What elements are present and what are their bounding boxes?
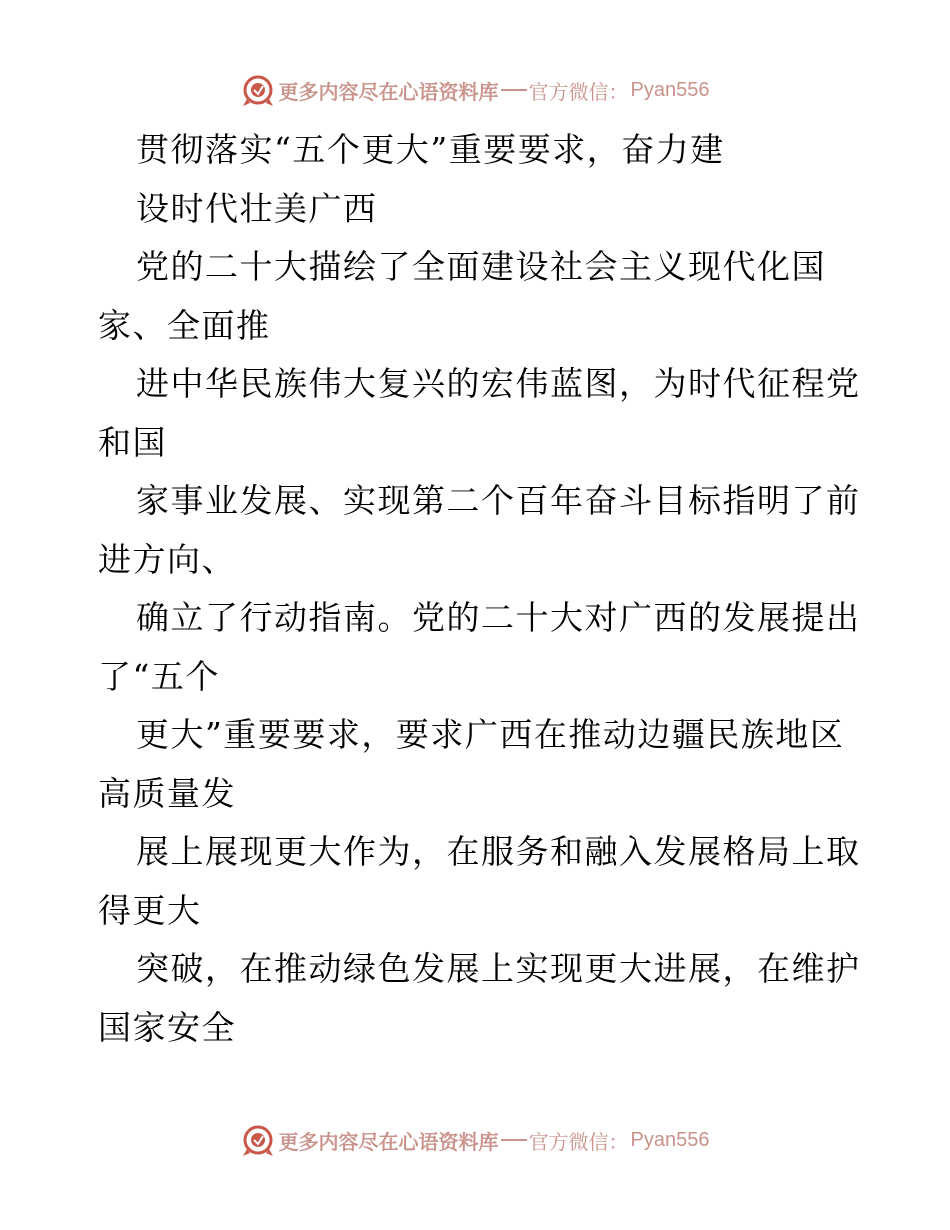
watermark-contact-label: 官方微信： xyxy=(528,1129,629,1154)
watermark-slogan: 更多内容尽在心语资料库 xyxy=(278,79,499,104)
watermark-contact-label: 官方微信： xyxy=(528,79,629,104)
document-body xyxy=(98,121,861,1057)
paragraph-line: 确立了行动指南。党的二十大对广西的发展提出 xyxy=(136,598,861,637)
header-watermark xyxy=(0,70,950,110)
watermark-slogan: 更多内容尽在心语资料库 xyxy=(278,1129,499,1154)
ribbon-seal-icon xyxy=(241,73,275,107)
watermark-contact-value: Pyan556 xyxy=(630,78,710,101)
watermark-contact-value: Pyan556 xyxy=(630,1128,710,1151)
watermark-dash xyxy=(501,89,527,91)
paragraph-line: 党的二十大描绘了全面建设社会主义现代化国 xyxy=(136,247,826,286)
paragraph-line: 了“五个 xyxy=(98,656,220,696)
footer-watermark xyxy=(0,1120,950,1160)
paragraph-line: 高质量发 xyxy=(98,773,236,813)
paragraph-line: 进中华民族伟大复兴的宏伟蓝图，为时代征程党 xyxy=(136,364,861,403)
paragraph-line: 国家安全 xyxy=(98,1007,236,1047)
paragraph-line: 得更大 xyxy=(98,890,202,930)
watermark-dash xyxy=(501,1139,527,1141)
paragraph-line: 和国 xyxy=(98,422,167,462)
paragraph-line: 家、全面推 xyxy=(98,305,271,345)
paragraph-line: 更大”重要要求，要求广西在推动边疆民族地区 xyxy=(136,715,845,754)
ribbon-seal-icon xyxy=(241,1123,275,1157)
title-line: 贯彻落实“五个更大”重要要求，奋力建 xyxy=(136,130,725,169)
title-line: 设时代壮美广西 xyxy=(136,188,378,228)
paragraph-line: 展上展现更大作为，在服务和融入发展格局上取 xyxy=(136,832,861,871)
paragraph-line: 突破，在推动绿色发展上实现更大进展，在维护 xyxy=(136,949,861,988)
paragraph-line: 进方向、 xyxy=(98,539,236,579)
paragraph-line: 家事业发展、实现第二个百年奋斗目标指明了前 xyxy=(136,481,861,520)
